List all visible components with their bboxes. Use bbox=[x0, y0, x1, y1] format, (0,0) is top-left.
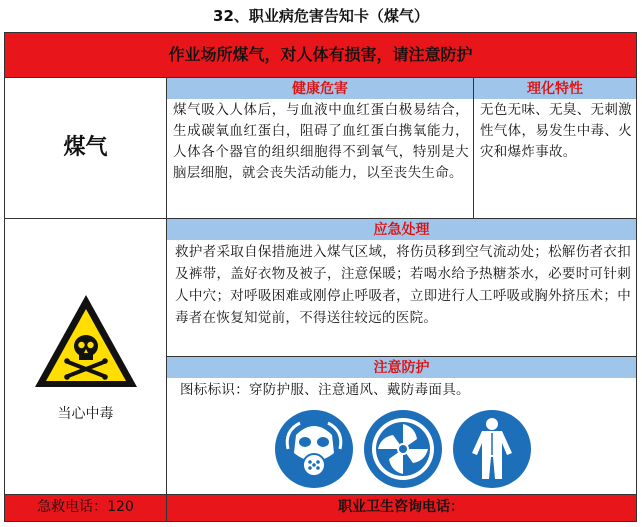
protection-text: 图标标识：穿防护服、注意通风、戴防毒面具。 bbox=[180, 382, 470, 398]
protection-header: 注意防护 bbox=[166, 356, 636, 378]
substance-name: 煤气 bbox=[63, 135, 108, 160]
gas-mask-icon bbox=[274, 409, 354, 489]
emergency-phone: 急救电话：120 bbox=[37, 499, 134, 515]
card-title: 32、职业病危害告知卡（煤气） bbox=[213, 7, 429, 25]
consult-phone: 职业卫生咨询电话： bbox=[338, 499, 464, 515]
warning-banner-text: 作业场所煤气，对人体有损害，请注意防护 bbox=[168, 45, 473, 64]
health-hazard-text: 煤气吸入人体后，与血液中血红蛋白极易结合，生成碳氧血红蛋白，阻碍了血红蛋白携氧能力，人体各个器官的组织细胞得不到氧气，特别是大脑层细胞，就会丧失活动能力，以至丧失生命。 bbox=[166, 99, 473, 218]
ventilation-fan-icon bbox=[363, 409, 443, 489]
protective-suit-icon bbox=[452, 409, 532, 489]
health-hazard-header: 健康危害 bbox=[166, 77, 473, 99]
properties-header: 理化特性 bbox=[473, 77, 636, 99]
sign-caption: 当心中毒 bbox=[57, 406, 114, 422]
emergency-header: 应急处理 bbox=[166, 218, 636, 240]
emergency-text: 救护者采取自保措施进入煤气区域，将伤员移到空气流动处；松解伤者衣扣及裤带，盖好衣物及被子，注意保暖；若喝水给予热糖茶水，必要时可针刺人中穴；对呼吸困难或刚停止呼吸者，立即进行人工呼吸或胸外挤压术；中毒者在恢复知觉前，不得送往较远的医院。 bbox=[166, 240, 636, 356]
properties-text: 无色无味、无臭、无刺激性气体，易发生中毒、火灾和爆炸事故。 bbox=[473, 99, 636, 218]
poison-warning-icon bbox=[32, 292, 140, 390]
